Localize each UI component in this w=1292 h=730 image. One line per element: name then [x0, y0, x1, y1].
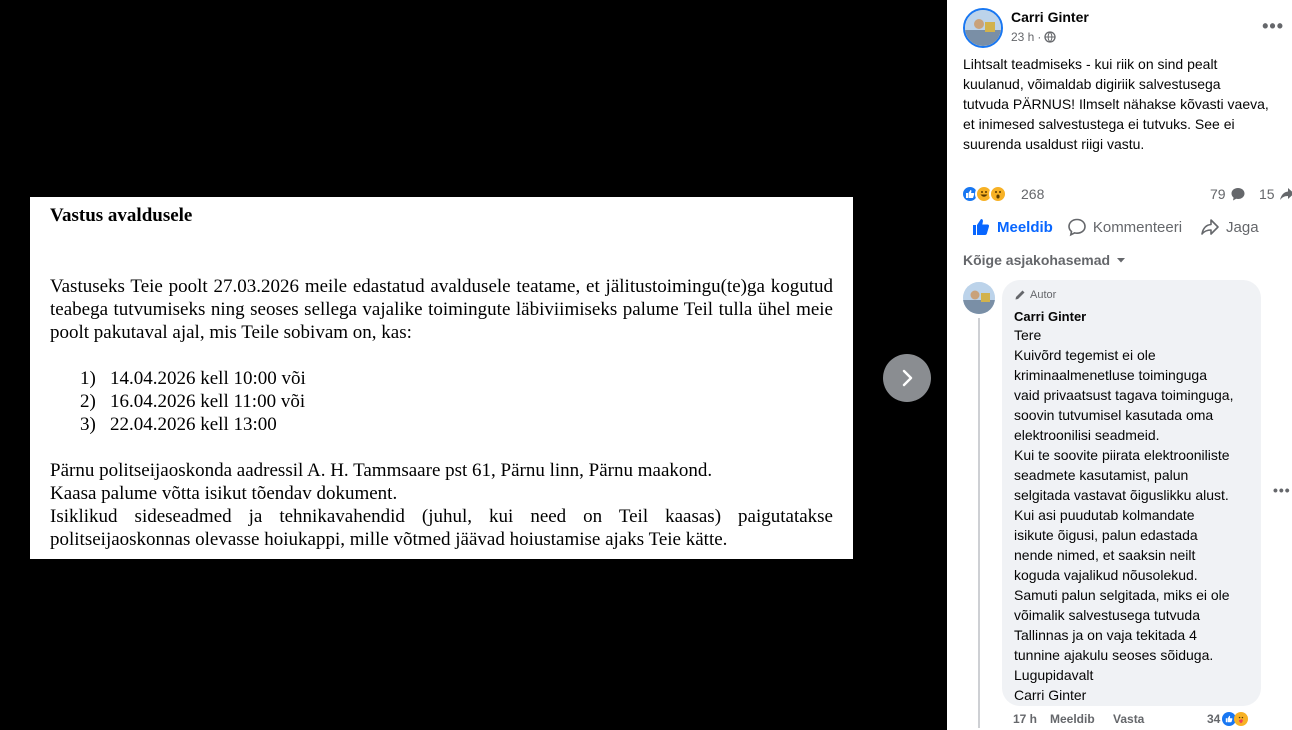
comment-reply-button[interactable]: Vasta [1113, 712, 1145, 726]
document-id-note: Kaasa palume võtta isikut tõendav dokument. [50, 483, 398, 504]
document-option: 3) 22.04.2026 kell 13:00 [80, 414, 277, 435]
document-options [80, 367, 833, 436]
post-panel [947, 0, 1292, 730]
comment-footer [1013, 712, 1263, 728]
comment-text: Tere Kuivõrd tegemist ei ole kriminaalmenetluse toiminguga vaid privaatsust tagava toiminguga, soovin tutvumisel kasutada oma elektroonilisi seadmeid. Kui te soovite piirata elektrooniliste seadmete kasutamist, palun selgitada vastavat õiguslikku alust. Kui asi puudutab kolmandate isikute õigusi, palun edastada nende nimed, et saaksin neilt koguda vajalikud nõusolekud. Samuti palun selgitada, miks ei ole võimalik salvestusega tutvuda Tallinnas ja on vaja tekitada 4 tunnine ajakulu seoses sõiduga. Lugupidavalt Carri Ginter [1014, 327, 1234, 703]
comment-sort-dropdown[interactable]: Kõige asjakohasemad [963, 252, 1126, 268]
care-reaction-icon [1234, 712, 1248, 726]
reaction-count[interactable]: 268 [1021, 186, 1045, 202]
comment-thread-line [978, 318, 980, 728]
post-actions [963, 214, 1283, 240]
comment-time[interactable]: 17 h [1013, 712, 1038, 726]
reaction-icons[interactable] [961, 185, 1003, 203]
document-footer [50, 459, 833, 551]
like-button[interactable]: Meeldib [971, 214, 1053, 240]
commenter-avatar[interactable] [963, 282, 995, 314]
wow-reaction-icon [989, 185, 1007, 203]
document-paragraph: Vastuseks Teie poolt 27.03.2026 meile edastatud avaldusele teatame, et jälitustoimingu(te)ga kogutud teabega tutvumiseks ning seoses sellega vajalike toimingute läbiviimiseks palume Teil tulla ühel meie poolt pakutaval ajal, mis Teile sobivam on, kas: [50, 276, 833, 343]
comment-author[interactable]: Carri Ginter [1014, 309, 1087, 324]
share-count[interactable]: 15 [1259, 186, 1292, 202]
author-badge: Autor [1014, 287, 1249, 303]
document-devices-note: Isiklikud sideseadmed ja tehnikavahendid (juhul, kui need on Teil kaasas) paigutatakse politseijaoskonnas olevasse hoiukappi, mille võtmed jäävad hoiustamise ajaks Teie kätte. [50, 506, 833, 550]
post-time[interactable]: 23 h [1011, 30, 1035, 44]
comment-count[interactable]: 79 [1210, 186, 1246, 202]
comment-reactions[interactable]: 34 [1207, 712, 1248, 726]
reactions-summary [961, 184, 1291, 206]
comment-button[interactable]: Kommenteeri [1067, 214, 1182, 240]
share-icon [1200, 217, 1220, 237]
post-text: Lihtsalt teadmiseks - kui riik on sind pealt kuulanud, võimaldab digiriik salvestusega tutvuda PÄRNUS! Ilmselt nähakse kõvasti vaeva, et inimesed salvestustega ei tutvuks. See ei suurenda usaldust riigi vastu. [963, 56, 1269, 152]
chevron-right-icon [897, 368, 917, 388]
document-location: Pärnu politseijaoskonda aadressil A. H. Tammsaare pst 61, Pärnu linn, Pärnu maakond. [50, 460, 713, 481]
share-button[interactable]: Jaga [1200, 214, 1259, 240]
document-image [30, 197, 853, 559]
share-arrow-icon [1279, 186, 1292, 202]
comment-options-icon[interactable]: ••• [1273, 482, 1291, 498]
author-avatar[interactable] [963, 8, 1003, 48]
caret-down-icon [1116, 255, 1126, 265]
document-option: 2) 16.04.2026 kell 11:00 või [80, 391, 306, 412]
next-photo-button[interactable] [883, 354, 931, 402]
comment-icon [1067, 217, 1087, 237]
thumbs-up-icon [971, 217, 991, 237]
more-options-icon[interactable]: ••• [1262, 16, 1284, 36]
document-title: Vastus avaldusele [50, 205, 193, 226]
globe-icon [1044, 31, 1056, 43]
pencil-icon [1014, 289, 1026, 301]
document-option: 1) 14.04.2026 kell 10:00 või [80, 368, 306, 389]
author-name[interactable]: Carri Ginter [1011, 9, 1089, 25]
comment-bubble [1002, 280, 1261, 706]
comment-bubble-icon [1230, 186, 1246, 202]
post-meta: 23 h · [1011, 30, 1056, 44]
post-header [963, 8, 1288, 50]
comment-like-button[interactable]: Meeldib [1050, 712, 1095, 726]
